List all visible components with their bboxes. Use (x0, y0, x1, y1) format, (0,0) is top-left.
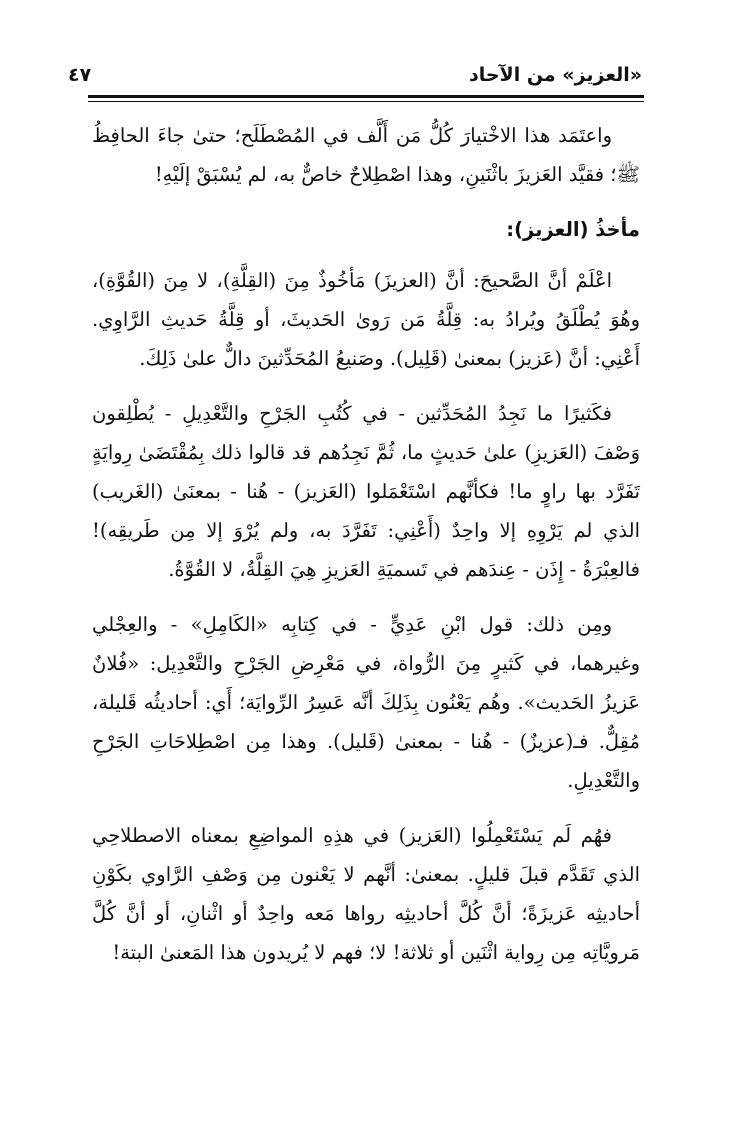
paragraph-4: ومِن ذلك: قول ابْنِ عَدِيٍّ - في كِتابِه «الكَامِلِ» - والعِجْلي وغيرهما، في كَثيرٍ مِنَ الرُّواة، في مَعْرِضِ الجَرْحِ والتَّعْدِيل: «فُلانٌ عَزيزُ الحَديث». وهُم يَعْنُون بِذَلِكَ أنَّه عَسِرُ الرِّوايَة؛ أَي: أحاديثُه قَليلة، مُقِلٌّ. فـ(عزيزٌ) - هُنا - بمعنىٰ (قَليل). وهذا مِن اصْطِلاحَاتِ الجَرْحِ والتَّعْدِيلِ. (92, 613, 640, 792)
header-rule-thin (88, 101, 644, 102)
paragraph-5: فهُم لَم يَسْتَعْمِلُوا (العَزيز) في هذِهِ المواضِعِ بمعناه الاصطلاحِي الذي تَقَدَّم قبلَ قليلٍ. بمعنىٰ: أنَّهم لا يَعْنون مِن وَصْفِ الرَّاوي بكَوْنِ أحاديثِه عَزيزَةً؛ أنَّ كُلَّ أحاديثِه رواها مَعه واحِدٌ أو اثْنانِ، أو أنَّ كُلَّ مَرويَّاتِه مِن رِواية اثْنَين أو ثلاثة! لا؛ فهم لا يُريدون هذا المَعنىٰ البتة! (92, 824, 640, 964)
header-rule-thick (88, 95, 644, 98)
paragraph-1: واعتَمَد هذا الاخْتيارَ كُلُّ مَن أَلَّف في المُصْطَلَح؛ حتىٰ جاءَ الحافِظُ ﷺ؛ فقيَّد العَزيزَ باثْنَينِ، وهذا اصْطِلاحٌ خاصٌّ به، لم يُسْبَقْ إلَيْهِ! (92, 124, 640, 186)
page-number: ٤٧ (68, 64, 92, 86)
running-title: «العزيز» من الآحاد (468, 64, 642, 86)
section-heading: مأخذُ (العزيز): (506, 218, 640, 241)
paragraph-3: فكَثيرًا ما نَجِدُ المُحَدِّثين - في كُتُبِ الجَرْحِ والتَّعْدِيلِ - يُطْلِقون وَصْفَ (العَزيزِ) علىٰ حَديثٍ ما، ثُمَّ نَجِدُهم قد قالوا ذلك بِمُقْتَضَىٰ رِوايَةٍ تَفَرَّد بها راوٍ ما! فكأنَّهم اسْتَعْمَلوا (العَزيز) - هُنا - بمعنَىٰ (الغَريب) الذي لم يَرْوِهِ إلا واحِدٌ (أَعْنِي: تَفَرَّدَ به، ولم يُرْوَ إلا مِن طَريقِه)! فالعِبْرَةُ - إِذَن - عِندَهم في تَسميَةِ العَزيزِ هِيَ القِلَّةُ، لا القُوَّةُ. (92, 402, 640, 581)
paragraph-2: اعْلَمْ أنَّ الصَّحيحَ: أنَّ (العزيزَ) مَأخُوذٌ مِنَ (القِلَّةِ)، لا مِنَ (القُوَّةِ)، وهُوَ يُطْلَقُ ويُرادُ به: قِلَّةُ مَن رَوىٰ الحَديثَ، أو قِلَّةُ حَديثِ الرَّاوِي. أَعْنِي: أنَّ (عَزيز) بمعنىٰ (قَلِيل). وصَنيعُ المُحَدِّثينَ دالٌّ علىٰ ذَلِكَ. (92, 269, 640, 370)
page-body (92, 116, 640, 988)
page-header (68, 58, 642, 92)
